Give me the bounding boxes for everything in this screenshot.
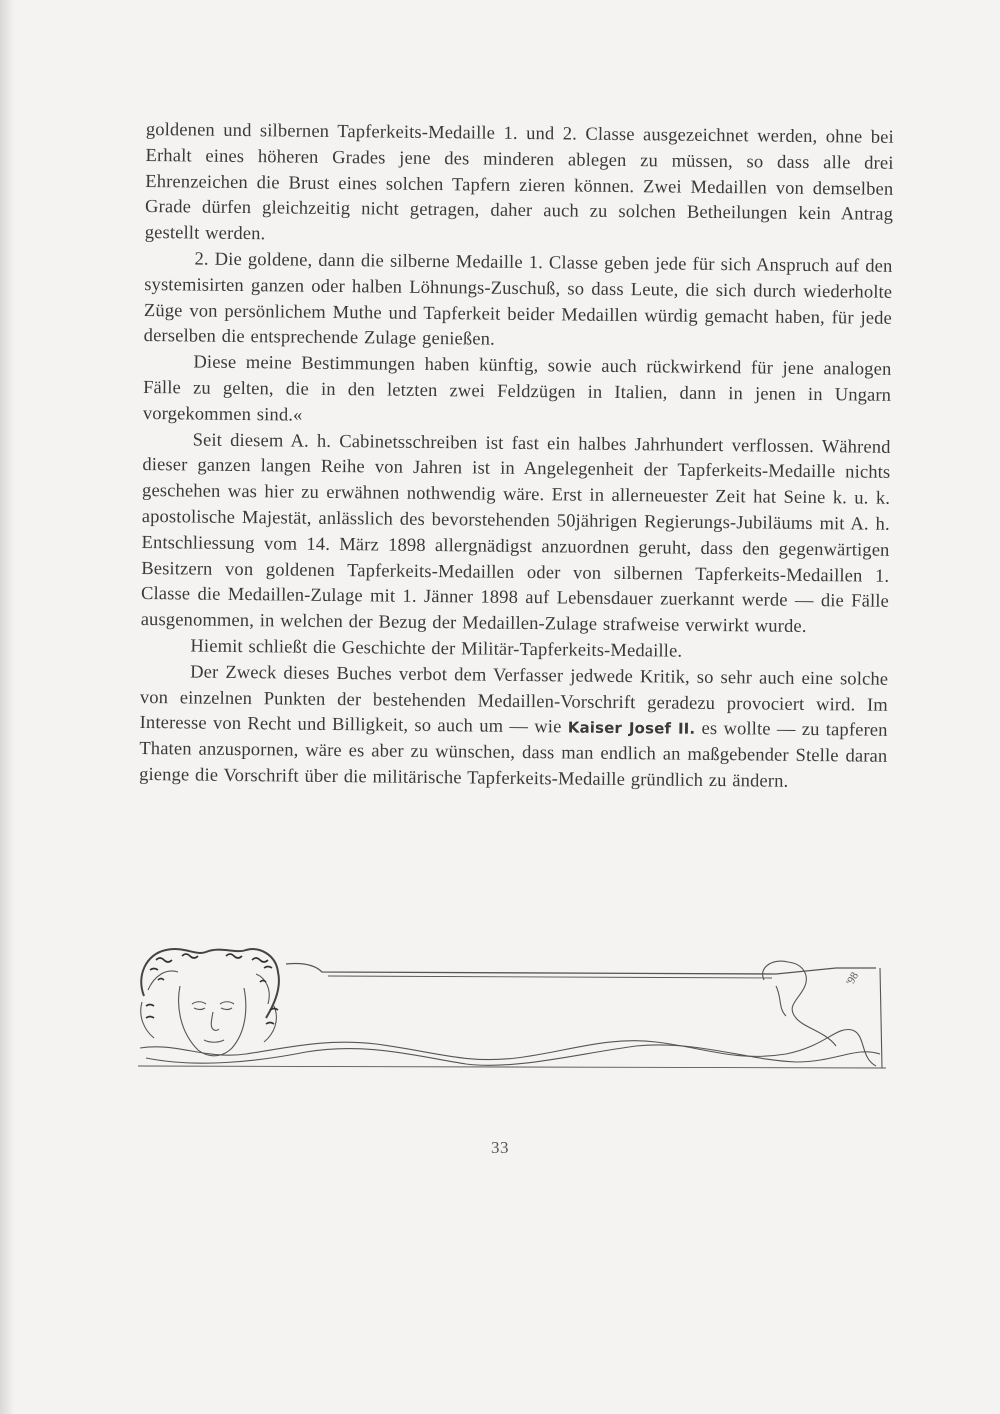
paragraph-2: 2. Die goldene, dann die silberne Medaille 1. Classe geben jede für sich Anspruch auf den systemisirten ganzen oder halben Löhnungs-Zuschuß, so dass Leute, die sich durch wiederholte Züge von persönlichem Muthe und Tapferkeit beider Medaillen würdig gemacht haben, für jede derselben die entsprechende Zulage genießen.	[143, 249, 893, 351]
hair-illustration	[141, 949, 279, 1042]
gutter-shadow	[0, 0, 14, 1414]
hair-curls	[146, 954, 278, 1024]
art-nouveau-ornament	[136, 946, 890, 1082]
frame-top-line	[286, 963, 876, 974]
ribbon-lower	[146, 1045, 880, 1065]
body-text	[139, 118, 894, 797]
emperor-name: Kaiser Josef II.	[567, 718, 696, 739]
paragraph-6-start: Der Zweck dieses Buches verbot dem Verfasser jedwede Kritik, so sehr auch eine solche von einzelnen Punkten der bestehenden Medaillen-Vorschrift geradezu provociert wird. Im Interesse von Recht und Billigkeit, so auch um — wie	[139, 662, 889, 738]
page-number: 33	[491, 1138, 509, 1157]
frame-inner-line	[328, 976, 772, 978]
face-illustration	[179, 986, 246, 1056]
paragraph-3: Diese meine Bestimmungen haben künftig, sowie auch rückwirkend für jene analogen Fälle zu gelten, die in den letzten zwei Feldzügen in Italien, dann in jenen in Ungarn vorgekommen sind.«	[142, 352, 892, 426]
paragraph-6	[139, 660, 888, 797]
paragraph-5: Hiemit schließt die Geschichte der Militär-Tapferkeits-Medaille.	[190, 636, 683, 662]
artist-signature: '98	[844, 970, 862, 988]
frame-bottom	[138, 1066, 886, 1068]
frame-right	[880, 968, 882, 1068]
paragraph-4: Seit diesem A. h. Cabinetsschreiben ist fast ein halbes Jahrhundert verflossen. Während dieser ganzen langen Reihe von Jahren ist in Angelegenheit der Tapferkeits-Medaille nichts geschehen was hier zu erwähnen nothwendig wäre. Erst in allerneuester Zeit hat Seine k. u. k. apostolische Majestät, anlässlich des bevorstehenden 50jährigen Regierungs-Jubiläums mit A. h. Entschliessung vom 14. März 1898 allergnädigst anzuordnen geruht, dass den gegenwärtigen Besitzern von goldenen Tapferkeits-Medaillen oder von silbernen Tapferkeits-Medaillen 1. Classe die Medaillen-Zulage mit 1. Jänner 1898 auf Lebensdauer zuerkannt werde — die Fälle ausgenommen, in welchen der Bezug der Medaillen-Zulage strafweise verwirkt wurde.	[140, 430, 891, 638]
paragraph-1: goldenen und silbernen Tapferkeits-Medaille 1. und 2. Classe ausgezeichnet werden, ohne bei Erhalt eines höheren Grades jene des minderen ablegen zu müssen, so dass alle drei Ehrenzeichen die Brust eines solchen Tapfern zieren können. Zwei Medaillen von demselben Grade dürfen gleichzeitig nicht getragen, daher auch zu solchen Betheilungen kein Antrag gestellt werden.	[144, 119, 894, 245]
paragraph-6-end: es wollte — zu tapferen Thaten anzuspornen, wäre es aber zu wünschen, dass man endlich an maßgebender Stelle daran gienge die Vorschrift über die militärische Tapferkeits-Medaille gründlich zu ändern.	[139, 719, 888, 792]
